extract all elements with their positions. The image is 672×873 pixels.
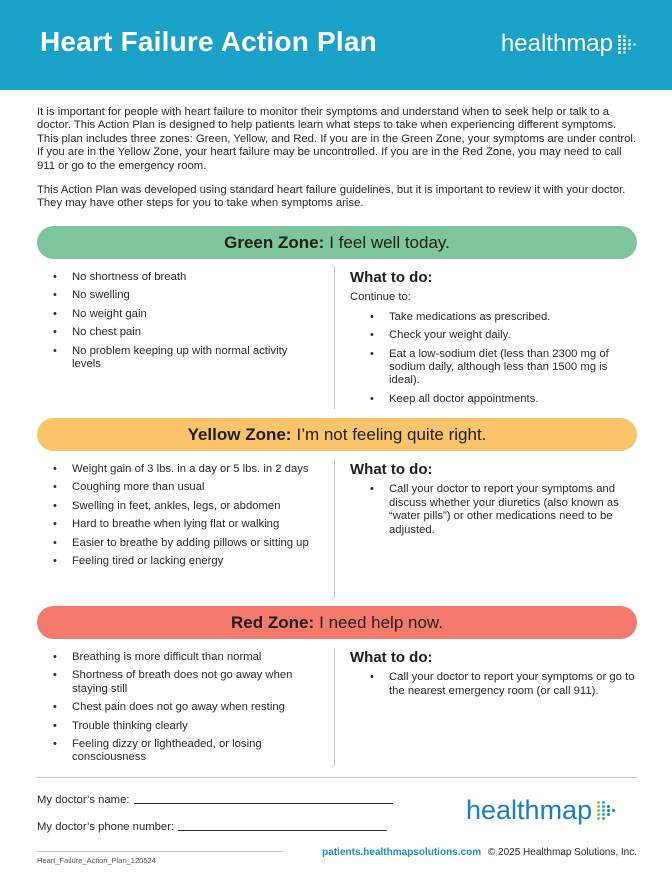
list-item: • Check your weight daily. [370,329,640,342]
doctor-phone-field[interactable] [37,821,387,833]
list-item: • No shortness of breath [53,271,318,284]
green-what-to-do-heading: What to do: [350,269,433,286]
green-zone-divider [334,266,335,409]
red-zone-symptoms [53,651,318,770]
doctor-name-label: My doctor’s name: [37,794,130,806]
yellow-zone-tagline: I’m not feeling quite right. [296,424,487,444]
chevron-dots-icon [597,801,615,820]
document-code: Heart_Failure_Action_Plan_120524 [37,856,156,865]
list-item: • Call your doctor to report your symptoms or go to the nearest emergency room (or call 911). [370,671,640,698]
red-zone-name: Red Zone: [231,612,315,632]
code-divider [37,851,283,852]
red-zone-actions [350,651,640,703]
list-item: • Hard to breathe when lying flat or walking [53,518,318,531]
green-zone-symptoms [53,271,318,376]
healthmap-logo [501,30,636,58]
yellow-zone-banner [37,418,637,451]
intro-section [37,106,637,222]
list-item: • Weight gain of 3 lbs. in a day or 5 lbs. in 2 days [53,463,318,476]
copyright-line [322,847,637,858]
list-item: • Eat a low-sodium diet (less than 2300 mg of sodium daily, although less than 1500 mg is ideal). [370,348,640,388]
yellow-zone-name: Yellow Zone: [187,424,292,444]
list-item: • Coughing more than usual [53,481,318,494]
green-zone-actions [350,271,640,411]
footer-divider [37,777,637,778]
intro-paragraph-1: It is important for people with heart failure to monitor their symptoms and understand when to seek help or talk to a doctor. This Action Plan is designed to help patients learn what steps to take when experiencing different symptoms. This plan includes three zones: Green, Yellow, and Red. If you are in the Green Zone, your symptoms are under control. If you are in the Yellow Zone, your heart failure may be uncontrolled. If you are in the Red Zone, you may need to call 911 or go to the emergency room. [37,106,637,172]
list-item: • Trouble thinking clearly [53,720,318,733]
continue-to-label: Continue to: [350,291,411,304]
list-item: • Keep all doctor appointments. [370,393,640,406]
red-zone-tagline: I need help now. [319,612,443,632]
intro-paragraph-2: This Action Plan was developed using standard heart failure guidelines, but it is important to review it with your doctor. They may have other steps for you to take when symptoms arise. [37,184,626,210]
list-item: • No chest pain [53,326,318,339]
list-item: • Shortness of breath does not go away when staying still [53,669,318,696]
green-zone-banner [37,226,637,259]
list-item: • Chest pain does not go away when resting [53,701,318,714]
list-item: • Take medications as prescribed. [370,311,640,324]
yellow-zone-symptoms [53,463,318,573]
footer-logo-text: healthmap [466,795,593,825]
list-item: • Easier to breathe by adding pillows or sitting up [53,537,318,550]
list-item: • No weight gain [53,308,318,321]
list-item: • No problem keeping up with normal activity levels [53,345,318,372]
footer-healthmap-logo [466,795,615,826]
list-item: • Feeling tired or lacking energy [53,555,318,568]
page-header [0,0,672,90]
list-item: • No swelling [53,289,318,302]
list-item: • Swelling in feet, ankles, legs, or abdomen [53,500,318,513]
doctor-name-field[interactable] [37,794,393,806]
yellow-what-to-do-heading: What to do: [350,461,433,478]
doctor-phone-label: My doctor’s phone number: [37,821,175,833]
doctor-phone-line[interactable] [178,830,387,831]
chevron-dots-icon [618,35,636,54]
copyright-text: © 2025 Healthmap Solutions, Inc. [487,847,637,858]
website-link[interactable]: patients.healthmapsolutions.com [322,847,482,858]
logo-text: healthmap [500,30,613,57]
list-item: • Call your doctor to report your symptoms and discuss whether your diuretics (also known as “water pills”) or other medications need to be adjusted. [370,483,640,537]
green-zone-name: Green Zone: [224,232,325,252]
list-item: • Breathing is more difficult than normal [53,651,318,664]
yellow-zone-divider [334,460,335,598]
yellow-zone-actions [350,463,640,542]
red-what-to-do-heading: What to do: [350,649,433,666]
doctor-name-line[interactable] [134,803,393,804]
green-zone-tagline: I feel well today. [329,232,450,252]
red-zone-divider [334,648,335,766]
list-item: • Feeling dizzy or lightheaded, or losing consciousness [53,738,318,765]
page-title: Heart Failure Action Plan [40,26,377,57]
red-zone-banner [37,606,637,639]
